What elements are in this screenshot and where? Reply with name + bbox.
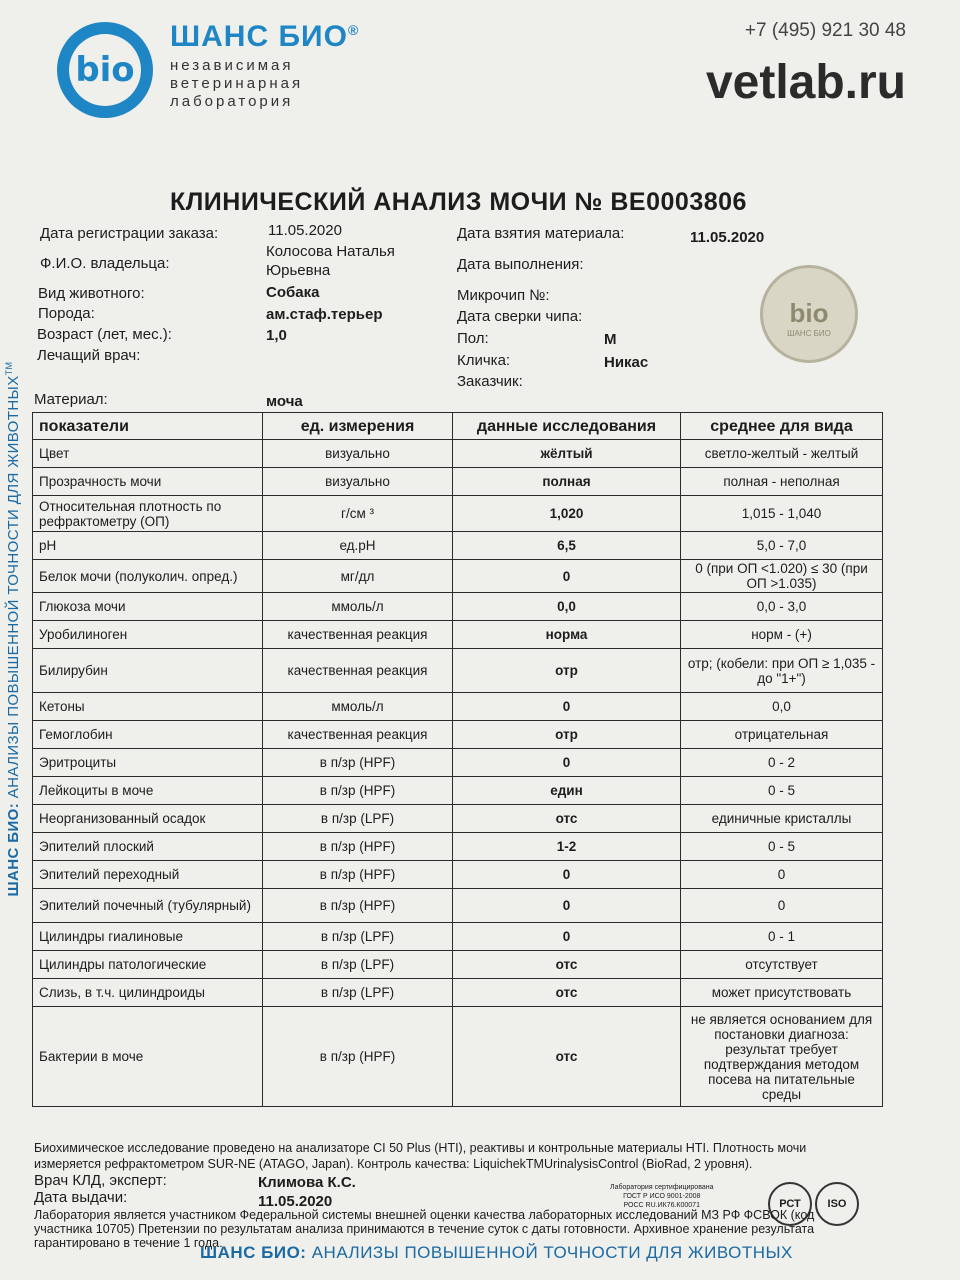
- cell-result: 6,5: [453, 532, 681, 560]
- header-result: данные исследования: [453, 413, 681, 440]
- cell-unit: в п/зр (HPF): [263, 861, 453, 889]
- expert-label: Врач КЛД, эксперт:: [34, 1172, 167, 1189]
- cell-unit: в п/зр (HPF): [263, 1007, 453, 1107]
- cell-indicator: Эритроциты: [33, 749, 263, 777]
- cell-result: 0: [453, 889, 681, 923]
- cell-unit: в п/зр (LPF): [263, 951, 453, 979]
- bottom-strip-text: АНАЛИЗЫ ПОВЫШЕННОЙ ТОЧНОСТИ ДЛЯ ЖИВОТНЫХ: [311, 1243, 793, 1262]
- results-header-row: [33, 413, 883, 440]
- issue-date-value: 11.05.2020: [258, 1193, 333, 1210]
- cell-unit: качественная реакция: [263, 621, 453, 649]
- cell-reference: 0: [681, 889, 883, 923]
- table-row: [33, 749, 883, 777]
- cell-result: отр: [453, 721, 681, 749]
- cell-result: 0,0: [453, 593, 681, 621]
- cell-result: един: [453, 777, 681, 805]
- table-row: [33, 721, 883, 749]
- cell-indicator: Уробилиноген: [33, 621, 263, 649]
- field-label-reg-date: Дата регистрации заказа:: [40, 225, 219, 242]
- side-strip-text: АНАЛИЗЫ ПОВЫШЕННОЙ ТОЧНОСТИ ДЛЯ ЖИВОТНЫХ: [5, 375, 22, 799]
- field-label-sample-date: Дата взятия материала:: [457, 225, 625, 242]
- cell-unit: визуально: [263, 440, 453, 468]
- tagline-1: независимая: [170, 57, 294, 74]
- field-value-reg-date: 11.05.2020: [268, 222, 342, 239]
- cell-indicator: pH: [33, 532, 263, 560]
- cell-unit: в п/зр (HPF): [263, 749, 453, 777]
- field-label-chip: Микрочип №:: [457, 287, 550, 304]
- cell-unit: ммоль/л: [263, 593, 453, 621]
- cell-indicator: Белок мочи (полуколич. опред.): [33, 560, 263, 593]
- table-row: [33, 979, 883, 1007]
- cell-indicator: Глюкоза мочи: [33, 593, 263, 621]
- table-row: [33, 532, 883, 560]
- cell-result: 0: [453, 861, 681, 889]
- cell-reference: отсутствует: [681, 951, 883, 979]
- cell-unit: визуально: [263, 468, 453, 496]
- cell-indicator: Неорганизованный осадок: [33, 805, 263, 833]
- cell-result: 1-2: [453, 833, 681, 861]
- cell-result: отс: [453, 951, 681, 979]
- cell-unit: мг/дл: [263, 560, 453, 593]
- cell-indicator: Цилиндры гиалиновые: [33, 923, 263, 951]
- cert-line-3: РОСС RU.ИК76.К00071: [623, 1202, 700, 1209]
- cell-reference: норм - (+): [681, 621, 883, 649]
- table-row: [33, 440, 883, 468]
- website: vetlab.ru: [705, 56, 906, 109]
- cell-indicator: Прозрачность мочи: [33, 468, 263, 496]
- cell-reference: 0 - 5: [681, 777, 883, 805]
- field-value-name: Никас: [604, 354, 649, 371]
- tagline-2: ветеринарная: [170, 75, 304, 92]
- lab-stamp-icon: [760, 265, 858, 363]
- cert-line-1: Лаборатория сертифицирована: [610, 1184, 714, 1191]
- side-strip-brand: ШАНС БИО:: [5, 802, 22, 897]
- brand-name: ШАНС БИО®: [170, 20, 360, 53]
- cell-reference: 0: [681, 861, 883, 889]
- table-row: [33, 593, 883, 621]
- cell-unit: качественная реакция: [263, 649, 453, 693]
- cell-unit: в п/зр (HPF): [263, 889, 453, 923]
- field-label-done-date: Дата выполнения:: [457, 256, 584, 273]
- cell-result: отр: [453, 649, 681, 693]
- field-label-chip-check: Дата сверки чипа:: [457, 308, 583, 325]
- field-label-client: Заказчик:: [457, 373, 523, 390]
- cell-reference: 0,0: [681, 693, 883, 721]
- cell-indicator: Лейкоциты в моче: [33, 777, 263, 805]
- table-row: [33, 889, 883, 923]
- field-label-material: Материал:: [34, 391, 108, 408]
- cell-reference: светло-желтый - желтый: [681, 440, 883, 468]
- table-row: [33, 496, 883, 532]
- table-row: [33, 833, 883, 861]
- bio-logo-icon: [57, 22, 153, 118]
- cell-reference: 0,0 - 3,0: [681, 593, 883, 621]
- header-unit: ед. измерения: [263, 413, 453, 440]
- table-row: [33, 1007, 883, 1107]
- stamp-logo: bio: [789, 298, 829, 328]
- field-label-owner: Ф.И.О. владельца:: [40, 255, 170, 272]
- cell-indicator: Билирубин: [33, 649, 263, 693]
- field-label-doctor: Лечащий врач:: [37, 347, 141, 364]
- field-value-material: моча: [266, 393, 303, 410]
- table-row: [33, 861, 883, 889]
- table-row: [33, 777, 883, 805]
- table-row: [33, 693, 883, 721]
- cell-unit: в п/зр (HPF): [263, 833, 453, 861]
- cell-indicator: Кетоны: [33, 693, 263, 721]
- cell-result: отс: [453, 805, 681, 833]
- cell-reference: отр; (кобели: при ОП ≥ 1,035 - до "1+"): [681, 649, 883, 693]
- cell-indicator: Эпителий переходный: [33, 861, 263, 889]
- field-value-owner-2: Юрьевна: [266, 262, 331, 279]
- stamp-text: ШАНС БИО: [787, 329, 831, 338]
- field-value-sample-date: 11.05.2020: [690, 229, 765, 246]
- bottom-strip-brand: ШАНС БИО:: [200, 1243, 307, 1262]
- cell-indicator: Эпителий плоский: [33, 833, 263, 861]
- table-row: [33, 468, 883, 496]
- table-row: [33, 805, 883, 833]
- registered-mark: ®: [347, 22, 360, 38]
- side-strip: [4, 204, 22, 1054]
- cell-reference: единичные кристаллы: [681, 805, 883, 833]
- cell-result: отс: [453, 1007, 681, 1107]
- field-value-sex: М: [604, 331, 617, 348]
- cell-reference: 1,015 - 1,040: [681, 496, 883, 532]
- cell-unit: в п/зр (LPF): [263, 923, 453, 951]
- header-indicator: показатели: [33, 413, 263, 440]
- field-label-sex: Пол:: [457, 330, 489, 347]
- logo-text: bio: [75, 50, 135, 90]
- header-reference: среднее для вида: [681, 413, 883, 440]
- field-value-breed: ам.стаф.терьер: [266, 306, 383, 323]
- cell-result: 0: [453, 560, 681, 593]
- cell-indicator: Эпителий почечный (тубулярный): [33, 889, 263, 923]
- cell-reference: 0 (при ОП <1.020) ≤ 30 (при ОП >1.035): [681, 560, 883, 593]
- method-note: Биохимическое исследование проведено на анализаторе CI 50 Plus (HTI), реактивы и контрольные материалы HTI. Плотность мочи измеряется рефрактометром SUR-NE (ATAGO, Japan). Контроль качества: LiquichekTMUrinalysisControl (BioRad, 2 уровня).: [34, 1141, 807, 1171]
- field-label-breed: Порода:: [38, 305, 95, 322]
- table-row: [33, 923, 883, 951]
- cell-indicator: Бактерии в моче: [33, 1007, 263, 1107]
- results-table: [32, 412, 883, 1107]
- disclaimer: Лаборатория является участником Федеральной системы внешней оценки качества лабораторных исследований МЗ РФ ФСВОК (код участника 10705) Претензии по результатам анализа принимаются в течение суток с даты готовности. Архивное хранение результата гарантировано в течение 1 года.: [34, 1208, 815, 1250]
- cell-reference: 5,0 - 7,0: [681, 532, 883, 560]
- cell-result: 0: [453, 923, 681, 951]
- certification-text: [610, 1183, 714, 1210]
- cell-result: отс: [453, 979, 681, 1007]
- expert-value: Климова К.С.: [258, 1174, 356, 1191]
- cell-result: 0: [453, 749, 681, 777]
- side-strip-tm: TM: [4, 361, 14, 376]
- cell-reference: полная - неполная: [681, 468, 883, 496]
- phone-number: +7 (495) 921 30 48: [744, 20, 906, 41]
- field-value-species: Собака: [266, 284, 320, 301]
- field-label-name: Кличка:: [457, 352, 511, 369]
- report-title: КЛИНИЧЕСКИЙ АНАЛИЗ МОЧИ № BE0003806: [170, 188, 747, 216]
- cell-reference: 0 - 1: [681, 923, 883, 951]
- cell-result: 0: [453, 693, 681, 721]
- cell-result: жёлтый: [453, 440, 681, 468]
- cell-result: норма: [453, 621, 681, 649]
- table-row: [33, 560, 883, 593]
- cell-unit: ммоль/л: [263, 693, 453, 721]
- field-label-age: Возраст (лет, мес.):: [37, 326, 172, 343]
- rst-badge-icon: РСТ: [768, 1182, 812, 1226]
- cell-reference: отрицательная: [681, 721, 883, 749]
- bottom-strip: [200, 1243, 793, 1263]
- cell-indicator: Слизь, в т.ч. цилиндроиды: [33, 979, 263, 1007]
- table-row: [33, 621, 883, 649]
- field-label-species: Вид животного:: [38, 285, 145, 302]
- table-row: [33, 951, 883, 979]
- cell-result: полная: [453, 468, 681, 496]
- cell-reference: не является основанием для постановки диагноза: результат требует подтверждания методом посева на питательные среды: [681, 1007, 883, 1107]
- field-value-owner: Колосова Наталья: [266, 243, 395, 260]
- tagline-3: лаборатория: [170, 93, 294, 110]
- cell-unit: качественная реакция: [263, 721, 453, 749]
- cell-indicator: Гемоглобин: [33, 721, 263, 749]
- cert-line-2: ГОСТ Р ИСО 9001-2008: [623, 1193, 701, 1200]
- cell-reference: может присутствовать: [681, 979, 883, 1007]
- cell-unit: в п/зр (HPF): [263, 777, 453, 805]
- cell-unit: г/см ³: [263, 496, 453, 532]
- cell-reference: 0 - 5: [681, 833, 883, 861]
- iso-badge-icon: ISO: [815, 1182, 859, 1226]
- table-row: [33, 649, 883, 693]
- field-value-age: 1,0: [266, 327, 287, 344]
- cell-reference: 0 - 2: [681, 749, 883, 777]
- cell-unit: в п/зр (LPF): [263, 805, 453, 833]
- cell-unit: в п/зр (LPF): [263, 979, 453, 1007]
- cell-indicator: Относительная плотность по рефрактометру (ОП): [33, 496, 263, 532]
- cell-indicator: Цилиндры патологические: [33, 951, 263, 979]
- cell-result: 1,020: [453, 496, 681, 532]
- cell-indicator: Цвет: [33, 440, 263, 468]
- cell-unit: ед.pH: [263, 532, 453, 560]
- issue-date-label: Дата выдачи:: [34, 1189, 128, 1206]
